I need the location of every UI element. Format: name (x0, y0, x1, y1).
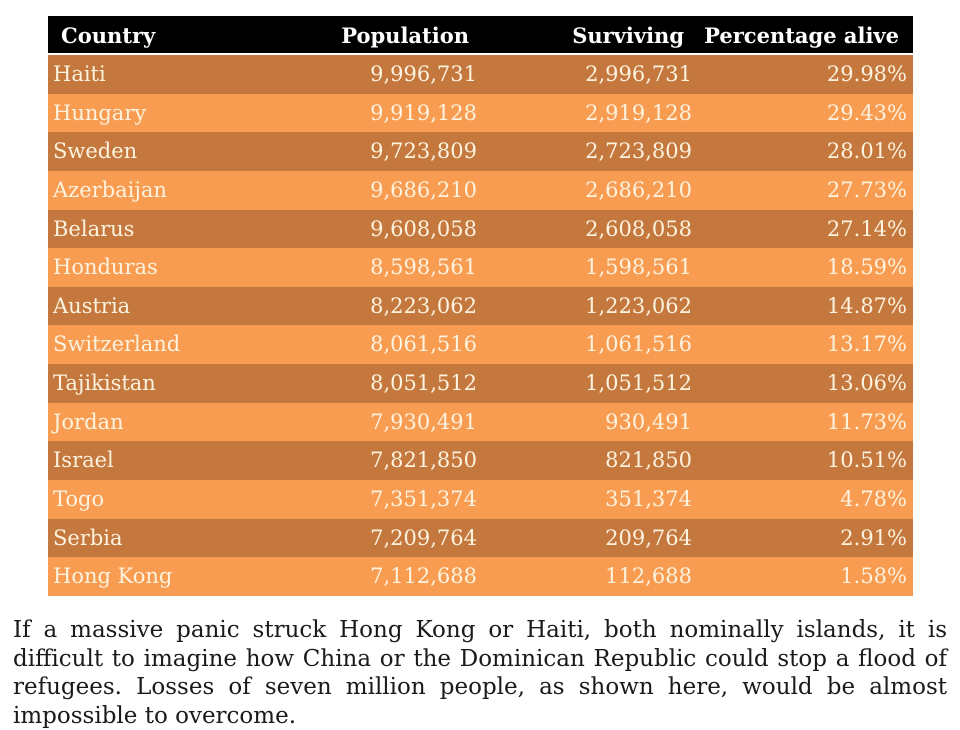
cell-surviving: 1,598,561 (585, 255, 692, 280)
table-row (48, 210, 913, 249)
cell-population: 9,919,128 (370, 100, 477, 125)
cell-country: Azerbaijan (53, 177, 167, 202)
cell-population: 7,351,374 (370, 487, 477, 512)
cell-percentage: 18.59% (826, 255, 907, 280)
cell-population: 8,598,561 (370, 255, 477, 280)
cell-surviving: 821,850 (605, 448, 692, 473)
cell-population: 7,930,491 (370, 409, 477, 434)
table-row (48, 171, 913, 210)
table-row (48, 557, 913, 596)
table-row (48, 55, 913, 94)
cell-country: Sweden (53, 139, 138, 164)
cell-surviving: 351,374 (605, 487, 692, 512)
table-header-row (48, 16, 913, 55)
cell-country: Tajikistan (53, 371, 156, 396)
cell-surviving: 2,686,210 (585, 177, 692, 202)
cell-percentage: 13.17% (826, 332, 907, 357)
cell-population: 7,209,764 (370, 525, 477, 550)
cell-population: 9,996,731 (370, 62, 477, 86)
cell-percentage: 1.58% (840, 564, 907, 589)
cell-surviving: 2,996,731 (585, 62, 692, 86)
cell-country: Hungary (53, 100, 147, 125)
table-row (48, 248, 913, 287)
cell-population: 7,821,850 (370, 448, 477, 473)
cell-percentage: 29.98% (826, 62, 907, 86)
cell-population: 9,608,058 (370, 216, 477, 241)
cell-country: Austria (53, 293, 131, 318)
column-header-population: Population (341, 23, 469, 48)
column-header-percentage: Percentage alive (704, 23, 899, 48)
cell-surviving: 930,491 (605, 409, 692, 434)
cell-percentage: 10.51% (826, 448, 907, 473)
cell-percentage: 2.91% (840, 525, 907, 550)
cell-percentage: 27.73% (826, 177, 907, 202)
cell-percentage: 29.43% (826, 100, 907, 125)
column-header-country: Country (61, 23, 156, 48)
table-row (48, 403, 913, 442)
cell-surviving: 2,608,058 (585, 216, 692, 241)
cell-population: 7,112,688 (370, 564, 477, 589)
table-row (48, 325, 913, 364)
table-row (48, 519, 913, 558)
table-row (48, 287, 913, 326)
cell-surviving: 1,051,512 (585, 371, 692, 396)
cell-country: Serbia (53, 525, 123, 550)
cell-percentage: 14.87% (826, 293, 907, 318)
cell-surviving: 1,223,062 (585, 293, 692, 318)
population-table (48, 16, 913, 596)
cell-country: Israel (53, 448, 114, 473)
table-row (48, 94, 913, 133)
cell-surviving: 209,764 (605, 525, 692, 550)
cell-surviving: 2,723,809 (585, 139, 692, 164)
table-row (48, 480, 913, 519)
caption-text: If a massive panic struck Hong Kong or Haiti, both nominally islands, it is difficult to imagine how China or the Dominican Republic could stop a flood of refugees. Losses of seven million people, as shown here, would be almost impossible to overcome. (13, 617, 947, 729)
cell-country: Switzerland (53, 332, 181, 357)
cell-surviving: 1,061,516 (585, 332, 692, 357)
cell-country: Haiti (53, 62, 106, 86)
cell-population: 9,723,809 (370, 139, 477, 164)
cell-surviving: 112,688 (605, 564, 692, 589)
cell-country: Jordan (53, 409, 124, 434)
cell-country: Honduras (53, 255, 158, 280)
cell-surviving: 2,919,128 (585, 100, 692, 125)
cell-percentage: 4.78% (840, 487, 907, 512)
cell-percentage: 11.73% (826, 409, 907, 434)
table-row (48, 132, 913, 171)
table-row (48, 441, 913, 480)
cell-population: 8,061,516 (370, 332, 477, 357)
table-body (48, 55, 913, 596)
cell-percentage: 13.06% (826, 371, 907, 396)
cell-population: 8,051,512 (370, 371, 477, 396)
cell-population: 8,223,062 (370, 293, 477, 318)
cell-percentage: 28.01% (826, 139, 907, 164)
cell-population: 9,686,210 (370, 177, 477, 202)
cell-country: Togo (53, 487, 105, 512)
cell-percentage: 27.14% (826, 216, 907, 241)
column-header-surviving: Surviving (572, 23, 684, 48)
cell-country: Hong Kong (53, 564, 173, 589)
table-row (48, 364, 913, 403)
cell-country: Belarus (53, 216, 135, 241)
